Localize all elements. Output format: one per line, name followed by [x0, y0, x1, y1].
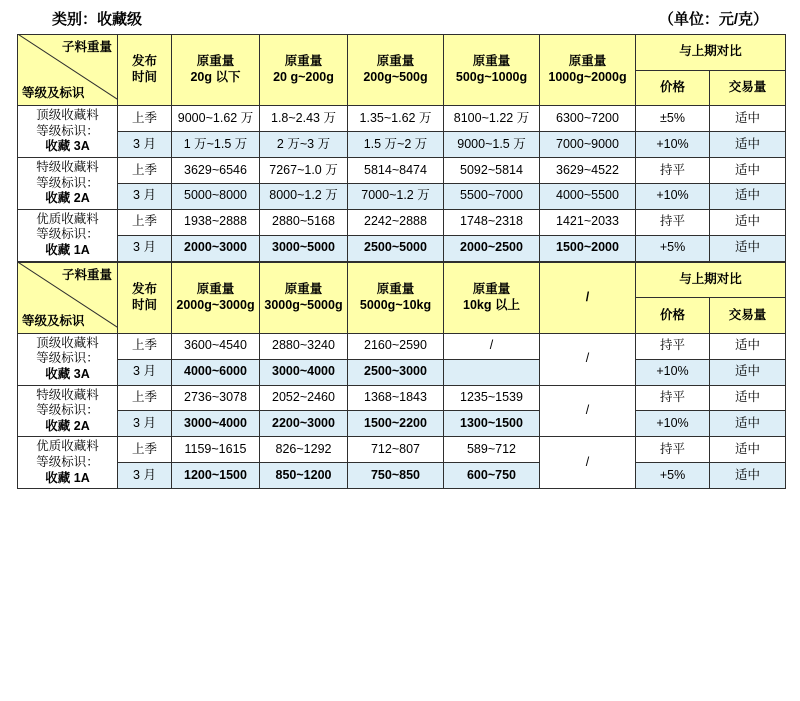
price-change-cell: +10% [636, 131, 710, 157]
price-range-cell: 3000~5000 [260, 235, 348, 261]
weight-header-5: / [540, 262, 636, 333]
weight-header-1-line1: 原重量 [196, 282, 235, 296]
weight-header-3 [348, 35, 444, 106]
weight-header-3 [348, 262, 444, 333]
price-range-cell: 2500~5000 [348, 235, 444, 261]
grade-label-line1: 优质收藏料 [36, 439, 99, 454]
price-range-cell: 5500~7000 [444, 183, 540, 209]
volume-cell: 适中 [710, 333, 786, 359]
price-change-cell: +10% [636, 411, 710, 437]
weight-header-2-line1: 原重量 [284, 54, 323, 69]
weight-header-2 [260, 35, 348, 106]
price-range-cell: 2200~3000 [260, 411, 348, 437]
price-range-cell: 2160~2590 [348, 333, 444, 359]
price-range-cell: 4000~5500 [540, 183, 636, 209]
table-row [18, 385, 786, 411]
price-header: 价格 [636, 70, 710, 106]
period-cell: 3 月 [118, 359, 172, 385]
publish-time-line1: 发布 [131, 54, 157, 69]
volume-cell: 适中 [710, 106, 786, 132]
grade-label-line3: 收藏 3A [45, 139, 90, 154]
price-range-cell: 7267~1.0 万 [260, 157, 348, 183]
grade-label-line3: 收藏 2A [45, 418, 90, 433]
weight-header-1-line2: 20g 以下 [190, 70, 241, 84]
price-range-cell: 1300~1500 [444, 411, 540, 437]
weight-header-5-line1: 原重量 [568, 54, 607, 69]
price-range-cell: 2000~3000 [172, 235, 260, 261]
volume-cell: 适中 [710, 385, 786, 411]
price-range-cell: 3000~4000 [172, 411, 260, 437]
price-range-cell: / [444, 333, 540, 359]
publish-time-line2: 时间 [131, 297, 157, 312]
table-row [18, 131, 786, 157]
weight-header-4-line2: 10kg 以上 [463, 297, 520, 312]
weight-header-3-line2: 200g~500g [363, 70, 428, 84]
weight-header-2-line2: 3000g~5000g [264, 297, 343, 312]
category-title: 类别：收藏级 [52, 11, 143, 28]
price-change-cell: 持平 [636, 437, 710, 463]
publish-time-header [118, 35, 172, 106]
table-row [18, 333, 786, 359]
period-cell: 上季 [118, 385, 172, 411]
price-table-lower [17, 262, 786, 490]
grade-label-line2: 等级标识： [36, 403, 99, 418]
price-range-cell: 1.8~2.43 万 [260, 106, 348, 132]
grade-label-cell [18, 209, 118, 261]
corner-top-label: 子料重量 [61, 40, 112, 54]
weight-header-4 [444, 35, 540, 106]
weight-header-1-line1: 原重量 [196, 54, 235, 69]
price-range-cell: 1159~1615 [172, 437, 260, 463]
grade-label-line3: 收藏 3A [45, 366, 90, 381]
grade-label-cell [18, 157, 118, 209]
weight-header-3-line2: 5000g~10kg [359, 297, 432, 312]
price-range-cell: 2880~5168 [260, 209, 348, 235]
price-range-cell: 750~850 [348, 463, 444, 489]
period-cell: 上季 [118, 333, 172, 359]
grade-label-line2: 等级标识： [36, 175, 99, 190]
table-row [18, 437, 786, 463]
table-header-row [18, 35, 786, 71]
price-range-cell: / [540, 385, 636, 437]
price-range-cell: 1.5 万~2 万 [348, 131, 444, 157]
price-range-cell: 4000~6000 [172, 359, 260, 385]
weight-header-2 [260, 262, 348, 333]
period-cell: 上季 [118, 209, 172, 235]
price-range-cell: 3000~4000 [260, 359, 348, 385]
price-range-cell: 1421~2033 [540, 209, 636, 235]
table-header-row [18, 262, 786, 298]
price-range-cell: 1 万~1.5 万 [172, 131, 260, 157]
page-header [0, 0, 800, 34]
price-range-cell: 826~1292 [260, 437, 348, 463]
grade-label-line2: 等级标识： [36, 455, 99, 469]
grade-label-line1: 特级收藏料 [36, 159, 99, 174]
weight-header-5-line2: 1000g~2000g [548, 70, 627, 84]
price-range-cell: 7000~1.2 万 [348, 183, 444, 209]
compare-header: 与上期对比 [636, 262, 786, 298]
table-row [18, 106, 786, 132]
period-cell: 上季 [118, 437, 172, 463]
price-table-upper [17, 34, 786, 262]
price-change-cell: 持平 [636, 209, 710, 235]
weight-header-1 [172, 262, 260, 333]
price-change-cell: +10% [636, 183, 710, 209]
volume-cell: 适中 [710, 131, 786, 157]
grade-label-line2: 等级标识： [36, 351, 99, 366]
price-change-cell: +5% [636, 463, 710, 489]
price-range-cell: 589~712 [444, 437, 540, 463]
period-cell: 3 月 [118, 463, 172, 489]
weight-header-4-line1: 原重量 [472, 282, 511, 296]
price-range-cell: 2000~2500 [444, 235, 540, 261]
period-cell: 3 月 [118, 411, 172, 437]
volume-cell: 适中 [710, 209, 786, 235]
price-range-cell: / [540, 333, 636, 385]
price-header: 价格 [636, 298, 710, 334]
grade-label-line3: 收藏 2A [45, 191, 90, 206]
grade-label-cell [18, 106, 118, 158]
table-row [18, 359, 786, 385]
price-range-cell: 1200~1500 [172, 463, 260, 489]
price-range-cell: 1500~2200 [348, 411, 444, 437]
price-change-cell: 持平 [636, 333, 710, 359]
price-range-cell: 2500~3000 [348, 359, 444, 385]
weight-header-1-line2: 2000g~3000g [176, 297, 255, 312]
price-range-cell [444, 359, 540, 385]
price-range-cell: / [540, 437, 636, 489]
grade-label-line3: 收藏 1A [45, 470, 90, 485]
corner-top-label: 子料重量 [61, 267, 112, 282]
weight-header-5 [540, 35, 636, 106]
volume-cell: 适中 [710, 437, 786, 463]
grade-label-cell [18, 333, 118, 385]
grade-label-line3: 收藏 1A [45, 243, 90, 257]
price-range-cell: 6300~7200 [540, 106, 636, 132]
table-row [18, 209, 786, 235]
price-range-cell: 8000~1.2 万 [260, 183, 348, 209]
price-range-cell: 3629~6546 [172, 157, 260, 183]
price-change-cell: +5% [636, 235, 710, 261]
table-row [18, 235, 786, 261]
price-range-cell: 2 万~3 万 [260, 131, 348, 157]
grade-label-cell [18, 385, 118, 437]
period-cell: 上季 [118, 157, 172, 183]
price-range-cell: 1748~2318 [444, 209, 540, 235]
period-cell: 3 月 [118, 235, 172, 261]
grade-label-cell [18, 437, 118, 489]
price-range-cell: 2052~2460 [260, 385, 348, 411]
price-range-cell: 2242~2888 [348, 209, 444, 235]
price-range-cell: 2736~3078 [172, 385, 260, 411]
volume-cell: 适中 [710, 235, 786, 261]
table-row [18, 157, 786, 183]
grade-label-line2: 等级标识： [36, 227, 99, 242]
corner-header-cell [18, 35, 118, 106]
corner-bottom-label: 等级及标识 [22, 314, 85, 328]
price-range-cell: 850~1200 [260, 463, 348, 489]
grade-label-line2: 等级标识： [36, 123, 99, 138]
price-range-cell: 1235~1539 [444, 385, 540, 411]
price-range-cell: 5000~8000 [172, 183, 260, 209]
weight-header-4-line1: 原重量 [472, 54, 511, 69]
price-range-cell: 5814~8474 [348, 157, 444, 183]
price-range-cell: 8100~1.22 万 [444, 106, 540, 132]
period-cell: 上季 [118, 106, 172, 132]
corner-header-cell [18, 262, 118, 333]
price-range-cell: 9000~1.5 万 [444, 131, 540, 157]
weight-header-4-line2: 500g~1000g [455, 70, 528, 84]
weight-header-3-line1: 原重量 [376, 282, 415, 296]
price-range-cell: 1.35~1.62 万 [348, 106, 444, 132]
price-range-cell: 9000~1.62 万 [172, 106, 260, 132]
price-range-cell: 3600~4540 [172, 333, 260, 359]
table-row [18, 411, 786, 437]
table-row [18, 463, 786, 489]
price-range-cell: 1500~2000 [540, 235, 636, 261]
price-range-cell: 712~807 [348, 437, 444, 463]
volume-header: 交易量 [710, 70, 786, 106]
unit-title: （单位：元/克） [658, 11, 768, 28]
grade-label-line1: 顶级收藏料 [36, 335, 99, 350]
weight-header-1 [172, 35, 260, 106]
publish-time-header [118, 262, 172, 333]
compare-header: 与上期对比 [636, 35, 786, 71]
price-range-cell: 7000~9000 [540, 131, 636, 157]
grade-label-line1: 顶级收藏料 [36, 108, 99, 122]
price-change-cell: 持平 [636, 157, 710, 183]
grade-label-line1: 特级收藏料 [36, 387, 99, 402]
price-range-cell: 5092~5814 [444, 157, 540, 183]
publish-time-line1: 发布 [131, 282, 157, 296]
weight-header-2-line1: 原重量 [284, 282, 323, 296]
period-cell: 3 月 [118, 183, 172, 209]
price-range-cell: 1938~2888 [172, 209, 260, 235]
price-change-cell: 持平 [636, 385, 710, 411]
volume-cell: 适中 [710, 463, 786, 489]
price-change-cell: ±5% [636, 106, 710, 132]
price-range-cell: 3629~4522 [540, 157, 636, 183]
table-row [18, 183, 786, 209]
volume-header: 交易量 [710, 298, 786, 334]
price-range-cell: 2880~3240 [260, 333, 348, 359]
volume-cell: 适中 [710, 157, 786, 183]
price-range-cell: 1368~1843 [348, 385, 444, 411]
volume-cell: 适中 [710, 359, 786, 385]
volume-cell: 适中 [710, 411, 786, 437]
price-change-cell: +10% [636, 359, 710, 385]
weight-header-3-line1: 原重量 [376, 54, 415, 69]
price-range-cell: 600~750 [444, 463, 540, 489]
volume-cell: 适中 [710, 183, 786, 209]
corner-bottom-label: 等级及标识 [22, 86, 85, 101]
grade-label-line1: 优质收藏料 [36, 211, 99, 226]
period-cell: 3 月 [118, 131, 172, 157]
weight-header-2-line2: 20 g~200g [273, 70, 334, 84]
weight-header-4 [444, 262, 540, 333]
publish-time-line2: 时间 [131, 70, 157, 84]
